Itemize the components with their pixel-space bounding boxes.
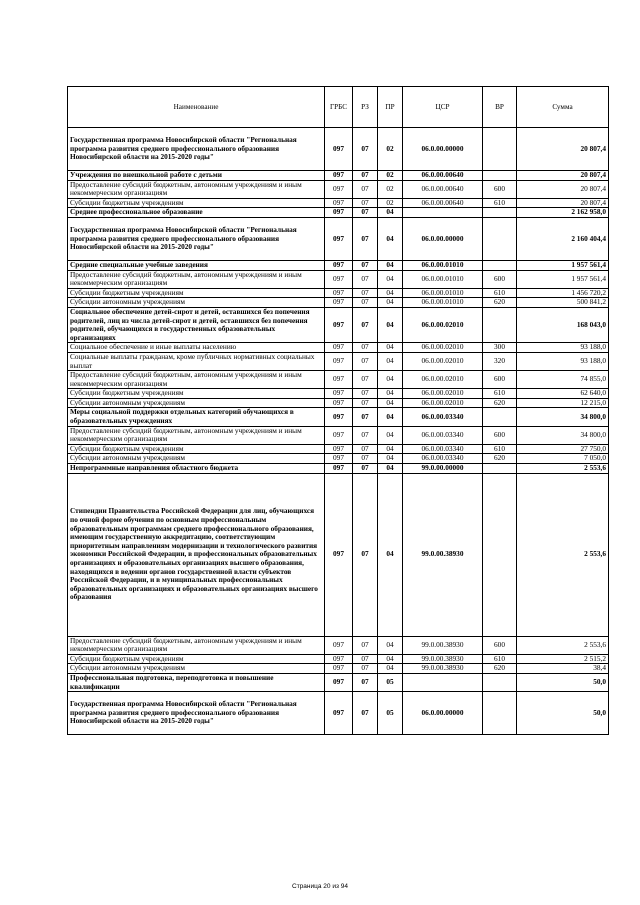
row-vr <box>483 674 517 692</box>
row-pr: 05 <box>378 692 403 735</box>
row-grbs: 097 <box>325 692 353 735</box>
row-pr: 04 <box>378 371 403 389</box>
header-rz: РЗ <box>353 87 378 128</box>
row-grbs: 097 <box>325 389 353 399</box>
table-row <box>68 408 609 426</box>
table-header-row <box>68 87 609 128</box>
row-name: Предоставление субсидий бюджетным, автономным учреждениям и иным некоммерческим организациям <box>68 636 325 654</box>
row-csr: 06.0.00.02010 <box>403 398 483 408</box>
row-sum: 2 553,6 <box>517 464 609 474</box>
row-vr: 620 <box>483 398 517 408</box>
row-pr: 04 <box>378 473 403 636</box>
row-csr: 06.0.00.00000 <box>403 692 483 735</box>
row-vr: 610 <box>483 288 517 298</box>
row-name: Профессиональная подготовка, переподготовка и повышение квалификации <box>68 674 325 692</box>
row-csr: 06.0.00.02010 <box>403 371 483 389</box>
row-pr: 04 <box>378 408 403 426</box>
row-rz: 07 <box>353 270 378 288</box>
row-grbs: 097 <box>325 298 353 308</box>
table-row <box>68 389 609 399</box>
row-vr <box>483 208 517 218</box>
table-row <box>68 426 609 444</box>
row-grbs: 097 <box>325 128 353 171</box>
row-csr: 06.0.00.00000 <box>403 128 483 171</box>
table-row <box>68 371 609 389</box>
row-name: Государственная программа Новосибирской области "Региональная программа развития среднего профессионального образования Новосибирской области на 2015-2020 годы" <box>68 692 325 735</box>
row-grbs: 097 <box>325 352 353 370</box>
table-row <box>68 128 609 171</box>
row-csr: 06.0.00.00640 <box>403 171 483 181</box>
row-rz: 07 <box>353 217 378 260</box>
row-sum: 12 215,0 <box>517 398 609 408</box>
row-grbs: 097 <box>325 371 353 389</box>
row-sum: 20 807,4 <box>517 180 609 198</box>
row-vr: 600 <box>483 426 517 444</box>
header-vr: ВР <box>483 87 517 128</box>
row-vr: 620 <box>483 454 517 464</box>
row-csr <box>403 674 483 692</box>
row-sum: 50,0 <box>517 674 609 692</box>
row-vr <box>483 260 517 270</box>
row-rz: 07 <box>353 674 378 692</box>
row-vr <box>483 217 517 260</box>
row-csr: 99.0.00.38930 <box>403 636 483 654</box>
row-name: Среднее профессиональное образование <box>68 208 325 218</box>
row-vr: 610 <box>483 389 517 399</box>
table-row <box>68 307 609 342</box>
header-name: Наименование <box>68 87 325 128</box>
row-sum: 2 162 958,0 <box>517 208 609 218</box>
table-row <box>68 636 609 654</box>
row-grbs: 097 <box>325 208 353 218</box>
row-grbs: 097 <box>325 260 353 270</box>
row-name: Непрограммные направления областного бюджета <box>68 464 325 474</box>
row-pr: 04 <box>378 426 403 444</box>
row-sum: 2 515,2 <box>517 654 609 664</box>
row-rz: 07 <box>353 654 378 664</box>
row-grbs: 097 <box>325 674 353 692</box>
row-sum: 74 855,0 <box>517 371 609 389</box>
header-sum: Сумма <box>517 87 609 128</box>
row-name: Субсидии бюджетным учреждениям <box>68 654 325 664</box>
row-pr: 04 <box>378 343 403 353</box>
row-rz: 07 <box>353 398 378 408</box>
table-row <box>68 352 609 370</box>
row-csr: 06.0.00.01010 <box>403 288 483 298</box>
table-row <box>68 398 609 408</box>
row-csr: 06.0.00.03340 <box>403 444 483 454</box>
row-rz: 07 <box>353 664 378 674</box>
row-pr: 04 <box>378 260 403 270</box>
row-name: Предоставление субсидий бюджетным, автономным учреждениям и иным некоммерческим организациям <box>68 180 325 198</box>
row-vr: 600 <box>483 636 517 654</box>
row-name: Субсидии автономным учреждениям <box>68 298 325 308</box>
table-row <box>68 270 609 288</box>
row-pr: 02 <box>378 180 403 198</box>
row-csr: 06.0.00.01010 <box>403 260 483 270</box>
table-row <box>68 692 609 735</box>
row-vr: 610 <box>483 444 517 454</box>
table-row <box>68 464 609 474</box>
row-pr: 02 <box>378 171 403 181</box>
row-grbs: 097 <box>325 180 353 198</box>
row-rz: 07 <box>353 636 378 654</box>
row-grbs: 097 <box>325 398 353 408</box>
row-name: Субсидии бюджетным учреждениям <box>68 198 325 208</box>
row-name: Субсидии автономным учреждениям <box>68 398 325 408</box>
budget-table <box>67 86 609 735</box>
row-vr: 300 <box>483 343 517 353</box>
row-pr: 04 <box>378 217 403 260</box>
row-rz: 07 <box>353 298 378 308</box>
row-csr: 99.0.00.38930 <box>403 473 483 636</box>
table-row <box>68 654 609 664</box>
row-rz: 07 <box>353 171 378 181</box>
row-csr: 06.0.00.01010 <box>403 298 483 308</box>
row-rz: 07 <box>353 464 378 474</box>
row-name: Социальное обеспечение детей-сирот и детей, оставшихся без попечения родителей, лиц из числа детей-сирот и детей, оставшихся без попечения родителей, обучающихся в государственных образовательных организациях <box>68 307 325 342</box>
header-csr: ЦСР <box>403 87 483 128</box>
row-pr: 04 <box>378 636 403 654</box>
row-name: Субсидии автономным учреждениям <box>68 454 325 464</box>
row-vr <box>483 171 517 181</box>
row-name: Субсидии бюджетным учреждениям <box>68 444 325 454</box>
row-rz: 07 <box>353 288 378 298</box>
row-sum: 62 640,0 <box>517 389 609 399</box>
row-csr <box>403 208 483 218</box>
row-grbs: 097 <box>325 426 353 444</box>
row-rz: 07 <box>353 692 378 735</box>
row-pr: 02 <box>378 198 403 208</box>
row-grbs: 097 <box>325 654 353 664</box>
row-sum: 2 553,6 <box>517 473 609 636</box>
row-sum: 1 957 561,4 <box>517 260 609 270</box>
row-name: Предоставление субсидий бюджетным, автономным учреждениям и иным некоммерческим организациям <box>68 371 325 389</box>
row-sum: 500 841,2 <box>517 298 609 308</box>
row-csr: 06.0.00.02010 <box>403 307 483 342</box>
table-row <box>68 674 609 692</box>
row-pr: 04 <box>378 270 403 288</box>
row-csr: 06.0.00.03340 <box>403 408 483 426</box>
table-row <box>68 664 609 674</box>
row-pr: 04 <box>378 389 403 399</box>
row-sum: 2 553,6 <box>517 636 609 654</box>
row-pr: 04 <box>378 307 403 342</box>
header-grbs: ГРБС <box>325 87 353 128</box>
row-pr: 04 <box>378 298 403 308</box>
row-name: Стипендии Правительства Российской Федерации для лиц, обучающихся по очной форме обучения по основным профессиональным образовательным программам среднего профессионального образования, имеющим государственную аккредитацию, соответствующим приоритетным направлениям модернизации и технологического развития экономики Российской Федерации, в профессиональных образовательных организациях и образовательных организациях высшего образования, находящихся в ведении органов государственной власти субъектов Российской Федерации, и в муниципальных профессиональных образовательных организациях и образовательных организациях высшего образования <box>68 473 325 636</box>
row-name: Государственная программа Новосибирской области "Региональная программа развития среднего профессионального образования Новосибирской области на 2015-2020 годы" <box>68 217 325 260</box>
table-row <box>68 217 609 260</box>
row-csr: 06.0.00.02010 <box>403 352 483 370</box>
row-sum: 93 188,0 <box>517 343 609 353</box>
row-vr: 320 <box>483 352 517 370</box>
row-csr: 06.0.00.03340 <box>403 454 483 464</box>
row-rz: 07 <box>353 389 378 399</box>
table-row <box>68 454 609 464</box>
row-vr <box>483 473 517 636</box>
row-vr <box>483 128 517 171</box>
row-csr: 06.0.00.00640 <box>403 198 483 208</box>
row-grbs: 097 <box>325 217 353 260</box>
row-vr: 600 <box>483 180 517 198</box>
row-sum: 34 800,0 <box>517 408 609 426</box>
page-number: Страница 20 из 94 <box>292 883 348 890</box>
row-sum: 50,0 <box>517 692 609 735</box>
row-name: Учреждения по внешкольной работе с детьми <box>68 171 325 181</box>
row-sum: 1 456 720,2 <box>517 288 609 298</box>
row-rz: 07 <box>353 371 378 389</box>
table-row <box>68 288 609 298</box>
row-rz: 07 <box>353 473 378 636</box>
row-name: Предоставление субсидий бюджетным, автономным учреждениям и иным некоммерческим организациям <box>68 426 325 444</box>
row-rz: 07 <box>353 128 378 171</box>
table-row <box>68 298 609 308</box>
row-csr: 99.0.00.38930 <box>403 664 483 674</box>
row-vr: 610 <box>483 654 517 664</box>
table-row <box>68 198 609 208</box>
row-grbs: 097 <box>325 636 353 654</box>
row-vr: 600 <box>483 371 517 389</box>
row-rz: 07 <box>353 426 378 444</box>
table-row <box>68 343 609 353</box>
row-sum: 20 807,4 <box>517 171 609 181</box>
row-pr: 04 <box>378 208 403 218</box>
row-grbs: 097 <box>325 473 353 636</box>
row-grbs: 097 <box>325 343 353 353</box>
row-rz: 07 <box>353 343 378 353</box>
row-csr: 99.0.00.00000 <box>403 464 483 474</box>
row-pr: 04 <box>378 454 403 464</box>
row-name: Меры социальной поддержки отдельных категорий обучающихся в образовательных учреждениях <box>68 408 325 426</box>
table-row <box>68 180 609 198</box>
row-pr: 04 <box>378 654 403 664</box>
row-grbs: 097 <box>325 198 353 208</box>
row-grbs: 097 <box>325 288 353 298</box>
row-pr: 04 <box>378 664 403 674</box>
row-grbs: 097 <box>325 307 353 342</box>
row-grbs: 097 <box>325 171 353 181</box>
row-csr: 06.0.00.03340 <box>403 426 483 444</box>
row-sum: 38,4 <box>517 664 609 674</box>
row-rz: 07 <box>353 454 378 464</box>
row-csr: 06.0.00.01010 <box>403 270 483 288</box>
row-csr: 06.0.00.00000 <box>403 217 483 260</box>
row-csr: 99.0.00.38930 <box>403 654 483 664</box>
row-rz: 07 <box>353 198 378 208</box>
row-pr: 05 <box>378 674 403 692</box>
row-vr: 620 <box>483 664 517 674</box>
row-sum: 34 800,0 <box>517 426 609 444</box>
row-sum: 20 807,4 <box>517 128 609 171</box>
row-pr: 04 <box>378 398 403 408</box>
row-rz: 07 <box>353 352 378 370</box>
row-sum: 2 160 404,4 <box>517 217 609 260</box>
table-row <box>68 208 609 218</box>
row-sum: 93 188,0 <box>517 352 609 370</box>
row-pr: 02 <box>378 128 403 171</box>
row-name: Субсидии автономным учреждениям <box>68 664 325 674</box>
row-csr: 06.0.00.00640 <box>403 180 483 198</box>
row-grbs: 097 <box>325 408 353 426</box>
row-rz: 07 <box>353 307 378 342</box>
row-vr: 620 <box>483 298 517 308</box>
row-name: Предоставление субсидий бюджетным, автономным учреждениям и иным некоммерческим организациям <box>68 270 325 288</box>
row-csr: 06.0.00.02010 <box>403 343 483 353</box>
row-grbs: 097 <box>325 664 353 674</box>
row-rz: 07 <box>353 180 378 198</box>
row-grbs: 097 <box>325 444 353 454</box>
row-vr <box>483 464 517 474</box>
row-grbs: 097 <box>325 464 353 474</box>
table-row <box>68 171 609 181</box>
table-row <box>68 260 609 270</box>
row-rz: 07 <box>353 444 378 454</box>
row-sum: 20 807,4 <box>517 198 609 208</box>
table-row <box>68 473 609 636</box>
row-csr: 06.0.00.02010 <box>403 389 483 399</box>
header-pr: ПР <box>378 87 403 128</box>
row-rz: 07 <box>353 408 378 426</box>
row-rz: 07 <box>353 260 378 270</box>
row-name: Государственная программа Новосибирской области "Региональная программа развития среднего профессионального образования Новосибирской области на 2015-2020 годы" <box>68 128 325 171</box>
row-name: Средние специальные учебные заведения <box>68 260 325 270</box>
row-pr: 04 <box>378 352 403 370</box>
row-vr <box>483 408 517 426</box>
row-sum: 1 957 561,4 <box>517 270 609 288</box>
row-pr: 04 <box>378 288 403 298</box>
row-sum: 7 050,0 <box>517 454 609 464</box>
row-sum: 168 043,0 <box>517 307 609 342</box>
row-sum: 27 750,0 <box>517 444 609 454</box>
row-rz: 07 <box>353 208 378 218</box>
row-grbs: 097 <box>325 454 353 464</box>
row-name: Социальные выплаты гражданам, кроме публичных нормативных социальных выплат <box>68 352 325 370</box>
row-name: Субсидии бюджетным учреждениям <box>68 389 325 399</box>
row-pr: 04 <box>378 464 403 474</box>
row-name: Субсидии бюджетным учреждениям <box>68 288 325 298</box>
row-grbs: 097 <box>325 270 353 288</box>
row-vr: 600 <box>483 270 517 288</box>
row-vr: 610 <box>483 198 517 208</box>
row-vr <box>483 307 517 342</box>
row-pr: 04 <box>378 444 403 454</box>
row-vr <box>483 692 517 735</box>
table-row <box>68 444 609 454</box>
row-name: Социальное обеспечение и иные выплаты населению <box>68 343 325 353</box>
